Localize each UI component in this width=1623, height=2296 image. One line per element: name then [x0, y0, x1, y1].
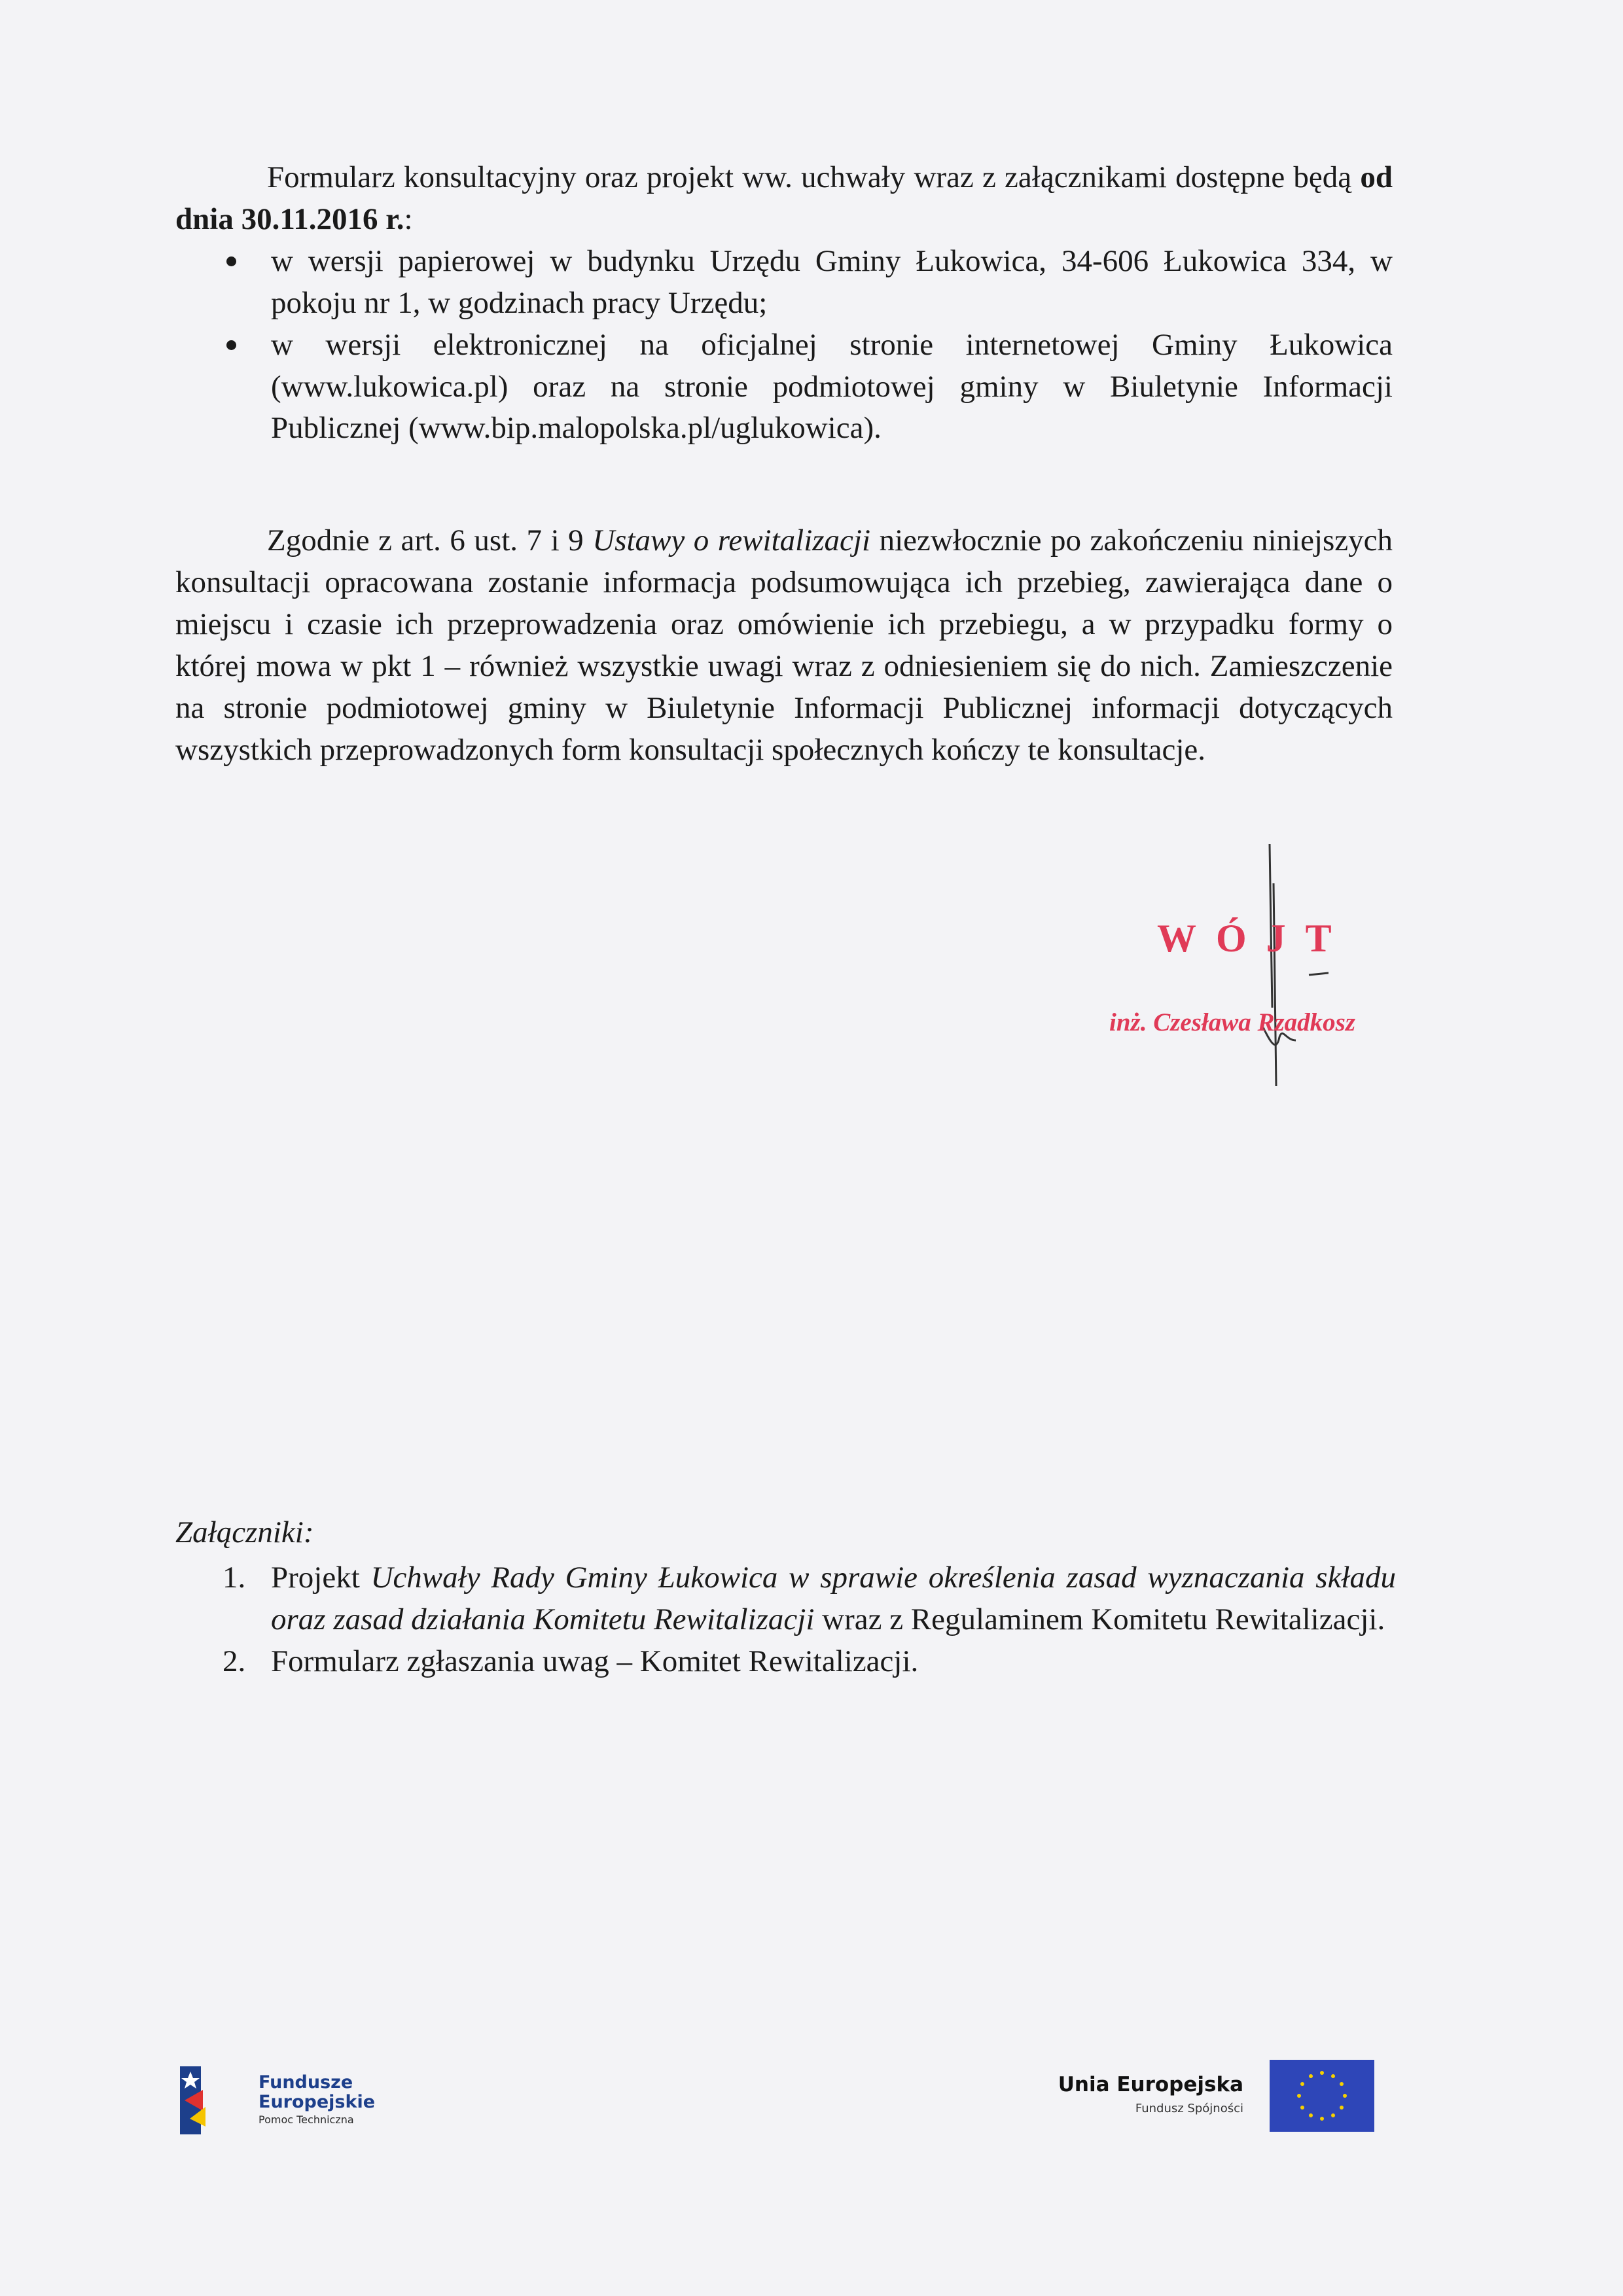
- eu-subtitle: Fundusz Spójności: [1135, 2102, 1243, 2115]
- stamp-title: WÓJT: [1157, 917, 1351, 960]
- fe-logo-text: [259, 2073, 375, 2128]
- list-item: [175, 325, 1393, 450]
- intro-section: [175, 157, 1393, 450]
- summary-start: Zgodnie z art. 6 ust. 7 i 9: [267, 523, 593, 557]
- item-text: Formularz zgłaszania uwag – Komitet Rewitalizacji.: [271, 1644, 919, 1678]
- item-text: Projekt: [271, 1561, 371, 1595]
- item-end: wraz z Regulaminem Komitetu Rewitalizacji.: [814, 1602, 1385, 1636]
- stamp-name: inż. Czesława Rzadkosz: [1109, 1008, 1356, 1036]
- signature-icon: [1211, 844, 1329, 1093]
- item-number: 1.: [223, 1561, 246, 1595]
- list-item: [175, 241, 1393, 325]
- fe-subtitle: Pomoc Techniczna: [259, 2113, 354, 2127]
- attachments-list: [175, 1557, 1396, 1683]
- eu-flag-icon: [1270, 2060, 1374, 2132]
- availability-list: [175, 241, 1393, 450]
- intro-date: od dnia 30.11.2016 r.: [175, 160, 1393, 236]
- eu-name: Unia Europejska: [1058, 2073, 1243, 2096]
- summary-section: [175, 520, 1393, 771]
- intro-colon: :: [404, 202, 413, 236]
- intro-paragraph: [175, 157, 1393, 241]
- act-title: Ustawy o rewitalizacji: [592, 523, 871, 557]
- fe-line1: Fundusze: [259, 2072, 353, 2093]
- item-italic: Uchwały Rady Gminy Łukowica w sprawie określenia zasad wyznaczania składu oraz zasad działania Komitetu Rewitalizacji: [271, 1561, 1396, 1636]
- list-item: [175, 1557, 1396, 1641]
- bullet-text: w wersji papierowej w budynku Urzędu Gminy Łukowica, 34-606 Łukowica 334, w pokoju nr 1, w godzinach pracy Urzędu;: [271, 243, 1393, 320]
- summary-end: niezwłocznie po zakończeniu niniejszych konsultacji opracowana zostanie informacja podsumowująca ich przebieg, zawierająca dane o miejscu i czasie ich przeprowadzenia oraz omówienie ich przebiegu, a w przypadku formy o której mowa w pkt 1 – również wszystkie uwagi wraz z odniesieniem się do nich. Zamieszczenie na stronie podmiotowej gminy w Biuletynie Informacji Publicznej informacji dotyczących wszystkich przeprowadzonych form konsultacji społecznych kończy te konsultacje.: [175, 523, 1393, 767]
- fe-line2: Europejskie: [259, 2091, 376, 2112]
- list-item: [175, 1641, 1396, 1683]
- item-number: 2.: [223, 1644, 246, 1678]
- bullet-icon: [226, 256, 236, 266]
- intro-text: Formularz konsultacyjny oraz projekt ww. uchwały wraz z załącznikami dostępne będą: [267, 160, 1361, 194]
- summary-paragraph: [175, 520, 1393, 771]
- bullet-icon: [226, 340, 236, 350]
- attachments-title: Załączniki:: [175, 1515, 314, 1549]
- bullet-text: w wersji elektronicznej na oficjalnej stronie internetowej Gminy Łukowica (www.lukowica.pl) oraz na stronie podmiotowej gminy w Biuletynie Informacji Publicznej (www.bip.malopolska.pl/uglukowica).: [271, 327, 1393, 446]
- eu-logo-text: [1058, 2073, 1243, 2115]
